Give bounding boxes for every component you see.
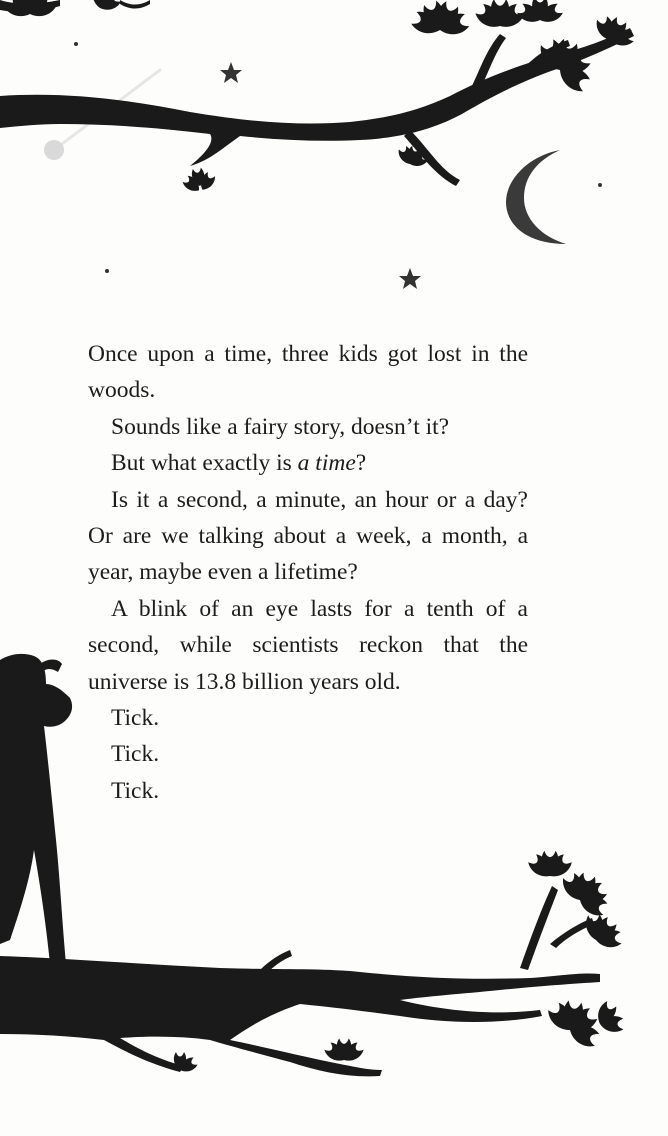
paragraph-text: ? bbox=[355, 450, 367, 477]
story-paragraph bbox=[88, 482, 528, 591]
story-paragraph bbox=[88, 445, 528, 481]
paragraph-text: Sounds like a fairy story, doesn’t it? bbox=[111, 413, 450, 440]
story-paragraph bbox=[88, 700, 528, 736]
story-paragraph bbox=[88, 591, 528, 700]
star-icon bbox=[220, 62, 242, 83]
paragraph-text: Tick. bbox=[111, 741, 160, 768]
paragraph-text: Tick. bbox=[111, 705, 160, 732]
paragraph-text: But what exactly is bbox=[111, 450, 298, 477]
emphasis-text: a time bbox=[297, 450, 356, 477]
star-dot-icon bbox=[105, 269, 109, 273]
paragraph-text: Is it a second, a minute, an hour or a day? Or are we talking about a week, a month, a year, maybe even a lifetime? bbox=[88, 486, 528, 586]
silhouette-figure-icon bbox=[0, 654, 72, 964]
crescent-moon-icon bbox=[506, 150, 566, 244]
story-text bbox=[88, 336, 528, 809]
star-dot-icon bbox=[598, 183, 602, 187]
paragraph-text: Once upon a time, three kids got lost in the woods. bbox=[88, 341, 528, 404]
story-paragraph bbox=[88, 409, 528, 445]
paragraph-text: Tick. bbox=[111, 777, 160, 804]
story-paragraph bbox=[88, 336, 528, 409]
star-icon bbox=[399, 268, 421, 289]
paragraph-text: A blink of an eye lasts for a tenth of a second, while scientists reckon that the universe is 13.8 billion years old. bbox=[88, 595, 528, 695]
top-branch-icon bbox=[0, 0, 642, 197]
star-dot-icon bbox=[74, 42, 78, 46]
story-paragraph bbox=[88, 773, 528, 809]
story-paragraph bbox=[88, 736, 528, 772]
bottom-branch-icon bbox=[0, 851, 633, 1077]
